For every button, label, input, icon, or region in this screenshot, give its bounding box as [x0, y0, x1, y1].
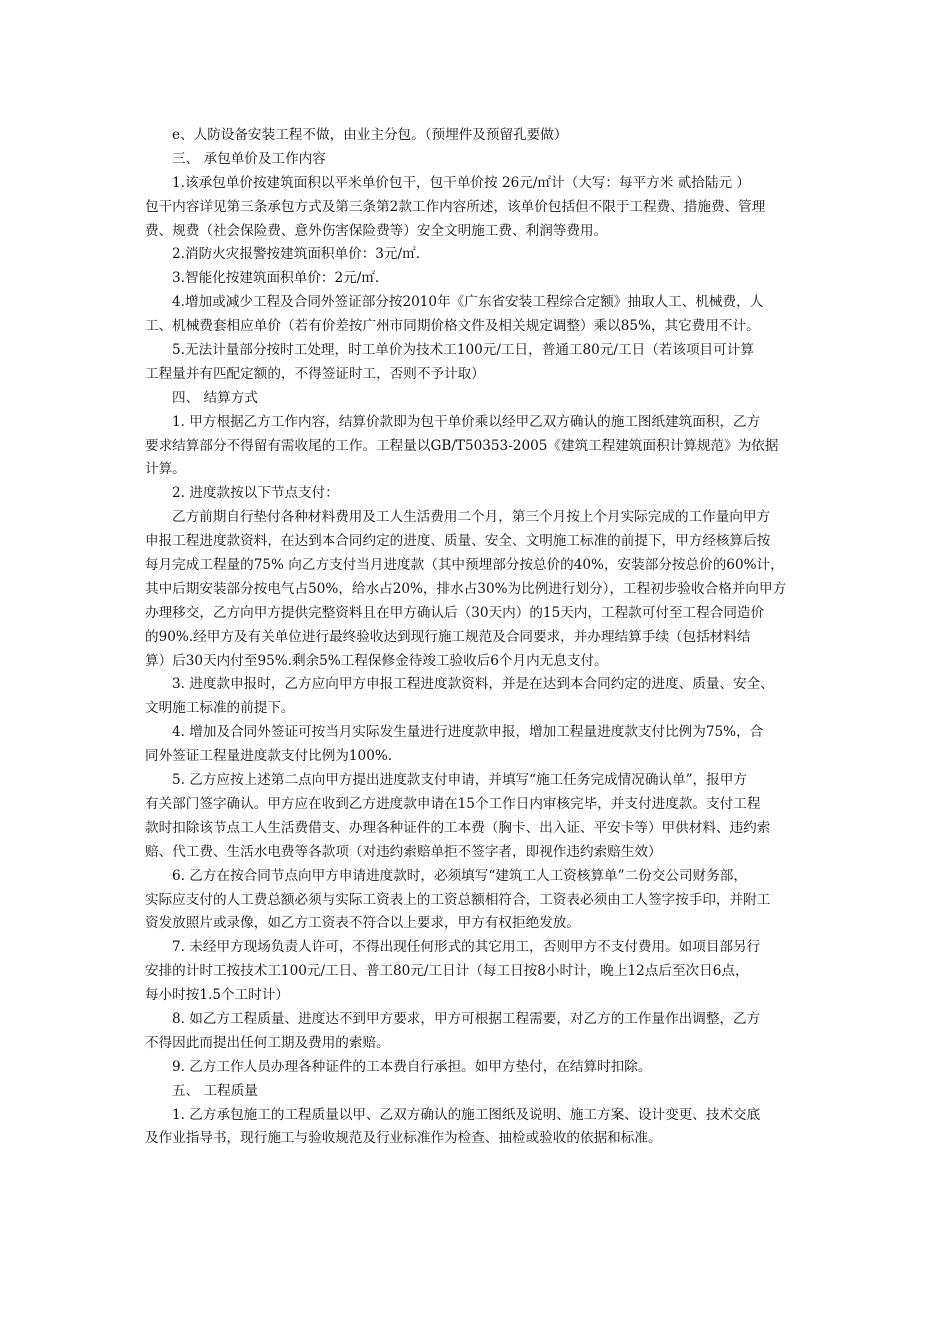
text-line: 安排的计时工按技术工100元/工日、普工80元/工日计（每工日按8小时计，晚上12点后至次日6点， [145, 963, 749, 980]
text-line: 1. 甲方根据乙方工作内容，结算价款即为包干单价乘以经甲乙双方确认的施工图纸建筑面积，乙方 [172, 413, 761, 430]
text-line: 4. 增加及合同外签证可按当月实际发生量进行进度款申报，增加工程量进度款支付比例为75%，合 [172, 724, 764, 741]
text-line: 的90%.经甲方及有关单位进行最终验收达到现行施工规范及合同要求，并办理结算手续（包括材料结 [145, 628, 751, 645]
text-line: 9. 乙方工作人员办理各种证件的工本费自行承担。如甲方垫付，在结算时扣除。 [172, 1058, 652, 1075]
text-line: 每小时按1.5个工时计） [145, 987, 289, 1004]
text-line: 8. 如乙方工程质量、进度达不到甲方要求，甲方可根据工程需要，对乙方的工作量作出调整，乙方 [172, 1010, 761, 1027]
text-line: e、人防设备安装工程不做，由业主分包。（预埋件及预留孔要做） [172, 127, 568, 143]
text-line: 2. 进度款按以下节点支付： [172, 485, 339, 502]
text-line: 1. 乙方承包施工的工程质量以甲、乙双方确认的施工图纸及说明、施工方案、设计变更、技术交底 [172, 1106, 761, 1123]
text-line: 申报工程进度款资料，在达到本合同约定的进度、质量、安全、文明施工标准的前提下，甲方经核算后按 [145, 533, 771, 550]
text-line: 3. 进度款申报时，乙方应向甲方申报工程进度款资料，并是在达到本合同约定的进度、质量、安全、 [172, 676, 774, 693]
text-line: 不得因此而提出任何工期及费用的索赔。 [145, 1034, 390, 1051]
text-line: 及作业指导书，现行施工与验收规范及行业标准作为检查、抽检或验收的依据和标准。 [145, 1130, 662, 1147]
text-line: 五、 工程质量 [172, 1082, 258, 1099]
text-line: 2.消防火灾报警按建筑面积单价：3元/㎡. [172, 246, 421, 263]
text-line: 款时扣除该节点工人生活费借支、办理各种证件的工本费（胸卡、出入证、平安卡等）甲供材料、违约索 [145, 819, 771, 836]
text-line: 包干内容详见第三条承包方式及第三条第2款工作内容所述，该单价包括但不限于工程费、措施费、管理 [145, 198, 766, 215]
text-line: 要求结算部分不得留有需收尾的工作。工程量以GB/T50353-2005《建筑工程建筑面积计算规范》为依据 [145, 437, 779, 454]
text-line: 工程量并有匹配定额的，不得签证时工，否则不予计取） [145, 365, 485, 382]
text-line: 1.该承包单价按建筑面积以平米单价包干，包干单价按 26元/㎡计（大写：每平方米 贰拾陆元 ） [172, 174, 750, 191]
text-line: 4.增加或减少工程及合同外签证部分按2010年《广东省安装工程综合定额》抽取人工、机械费，人 [172, 294, 764, 311]
text-line: 有关部门签字确认。甲方应在收到乙方进度款申请在15个工作日内审核完毕，并支付进度款。支付工程 [145, 795, 761, 812]
text-line: 工、机械费套相应单价（若有价差按广州市同期价格文件及相关规定调整）乘以85%，其它费用不计。 [145, 318, 760, 335]
text-line: 算）后30天内付至95%.剩余5%工程保修金待竣工验收后6个月内无息支付。 [145, 652, 608, 669]
text-line: 6. 乙方在按合同节点向甲方申请进度款时，必须填写“建筑工人工资核算单”二份交公司财务部， [172, 867, 747, 884]
text-line: 办理移交，乙方向甲方提供完整资料且在甲方确认后（30天内）的15天内，工程款可付至工程合同造价 [145, 604, 765, 621]
text-line: 其中后期安装部分按电气占50%，给水占20%，排水占30%为比例进行划分），工程初步验收合格并向甲方 [145, 580, 787, 597]
text-line: 乙方前期自行垫付各种材料费用及工人生活费用二个月，第三个月按上个月实际完成的工作量向甲方 [172, 509, 771, 526]
text-line: 3.智能化按建筑面积单价：2元/㎡. [172, 270, 380, 287]
text-line: 文明施工标准的前提下。 [145, 700, 295, 717]
text-line: 计算。 [145, 461, 186, 478]
text-line: 实际应支付的人工费总额必须与实际工资表上的工资总额相符合，工资表必须由工人签字按手印，并附工 [145, 891, 771, 908]
text-line: 同外签证工程量进度款支付比例为100%. [145, 748, 393, 765]
text-line: 费、规费（社会保险费、意外伤害保险费等）安全文明施工费、利润等费用。 [145, 222, 608, 239]
text-line: 5.无法计量部分按时工处理，时工单价为技术工100元/工日，普通工80元/工日（若该项目可计算 [172, 342, 754, 359]
text-line: 7. 未经甲方现场负责人许可，不得出现任何形式的其它用工，否则甲方不支付费用。如项目部另行 [172, 939, 761, 956]
text-line: 资发放照片或录像，如乙方工资表不符合以上要求，甲方有权拒绝发放。 [145, 915, 580, 932]
text-line: 赔、代工费、生活水电费等各款项（对违约索赔单拒不签字者，即视作违约索赔生效） [145, 843, 662, 860]
text-line: 四、 结算方式 [172, 389, 258, 406]
text-line: 每月完成工程量的75% 向乙方支付当月进度款（其中预埋部分按总价的40%，安装部分按总价的60%计， [145, 557, 784, 574]
text-line: 5. 乙方应按上述第二点向甲方提出进度款支付申请，并填写“施工任务完成情况确认单”，报甲方 [172, 772, 747, 789]
document-body [145, 124, 805, 1151]
text-line: 三、 承包单价及工作内容 [172, 150, 326, 167]
